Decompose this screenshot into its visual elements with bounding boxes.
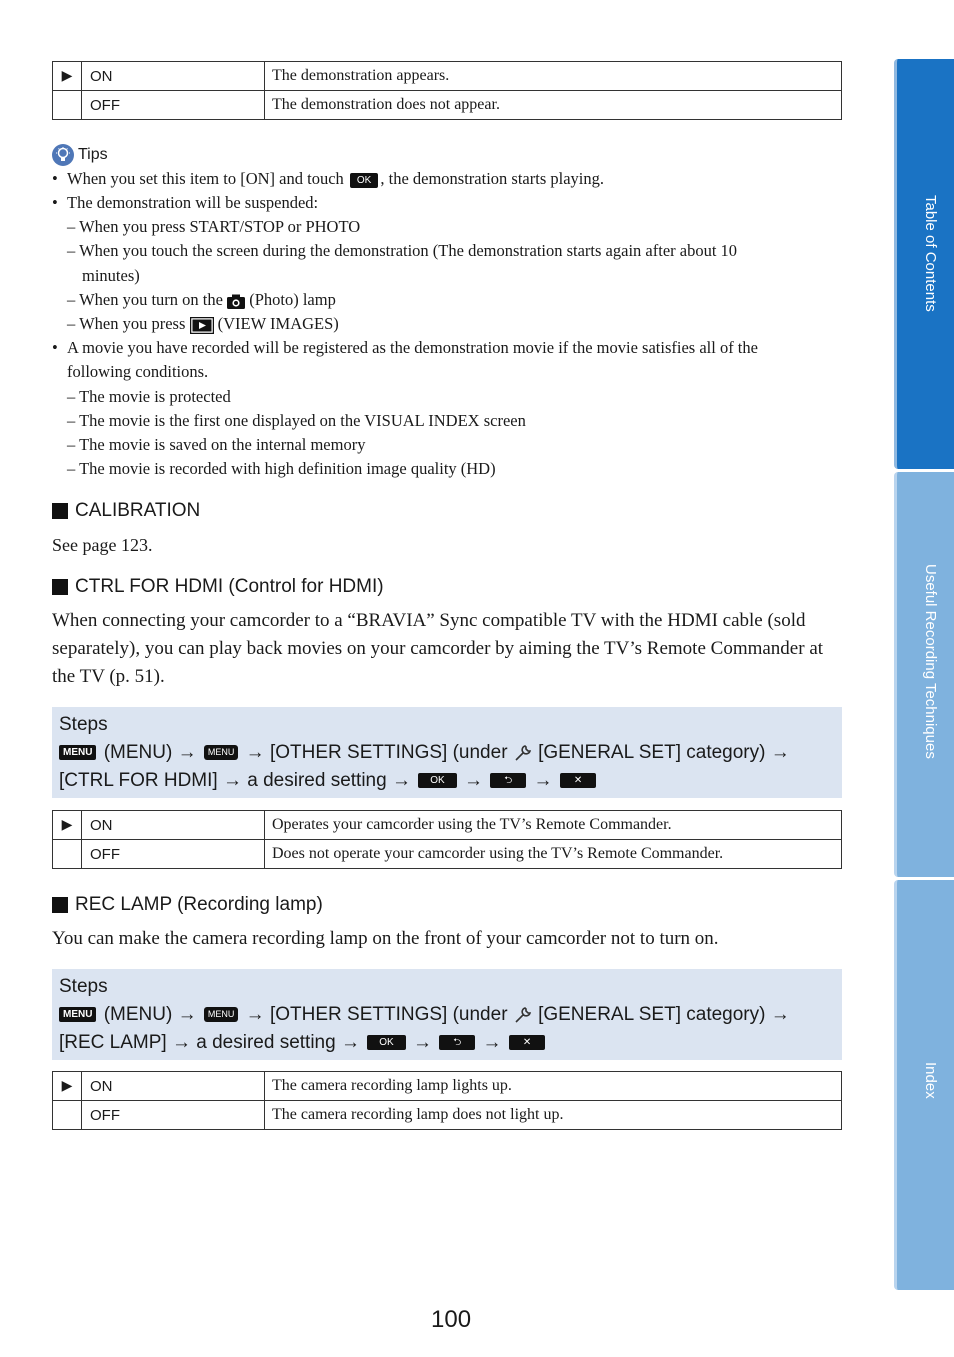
option-name: ON <box>82 1072 265 1101</box>
hdmi-options-table <box>52 810 842 869</box>
tip-text: (VIEW IMAGES) <box>217 314 339 333</box>
tip-sub-item-photo <box>67 288 336 312</box>
tip-sub-item: – When you touch the screen during the demonstration (The demonstration starts again after about 10 <box>67 241 738 260</box>
table-row <box>53 811 842 840</box>
selected-marker: ▶ <box>53 811 82 840</box>
tip-sub-item: – The movie is recorded with high definition image quality (HD) <box>67 459 496 478</box>
step-text: (MENU) <box>103 742 173 763</box>
section-heading-calibration <box>52 500 200 522</box>
tip-text: – When you press <box>67 314 186 333</box>
step-text: (MENU) <box>103 1004 173 1025</box>
option-desc: Operates your camcorder using the TV’s Remote Commander. <box>265 811 842 840</box>
tip-text: (Photo) lamp <box>249 290 336 309</box>
square-bullet-icon <box>52 503 68 519</box>
steps-label: Steps <box>59 976 108 997</box>
demo-options-table <box>52 61 842 120</box>
steps-line-1: MENU (MENU) → MENU → [OTHER SETTINGS] (under [GENERAL SET] category) → <box>59 1001 835 1029</box>
ok-button-icon: OK <box>367 1035 405 1050</box>
selected-marker: ▶ <box>53 62 82 91</box>
tip-sub-item: – When you press START/STOP or PHOTO <box>67 217 361 236</box>
hdmi-steps-box <box>52 707 842 798</box>
table-row <box>53 840 842 869</box>
tip-bullet-3: • A movie you have recorded will be registered as the demonstration movie if the movie satisfies all of the <box>52 338 758 357</box>
table-row <box>53 91 842 120</box>
tip-text: When you set this item to [ON] and touch <box>67 169 344 188</box>
view-images-icon <box>190 317 214 334</box>
option-name: OFF <box>82 1101 265 1130</box>
steps-label: Steps <box>59 714 108 735</box>
return-button-icon: ⮌ <box>490 773 526 788</box>
tip-sub-item: – The movie is saved on the internal memory <box>67 435 366 454</box>
option-desc: Does not operate your camcorder using the TV’s Remote Commander. <box>265 840 842 869</box>
selected-marker: ▶ <box>53 1072 82 1101</box>
page-number: 100 <box>431 1306 472 1333</box>
tip-bullet-1: • When you set this item to [ON] and touch OK , the demonstration starts playing. <box>52 169 604 188</box>
menu-list-icon: MENU <box>204 745 239 760</box>
hdmi-paragraph: When connecting your camcorder to a “BRAVIA” Sync compatible TV with the HDMI cable (sold separately), you can play back movies on your camcorder by aiming the TV’s Remote Commander at the TV (p. 51). <box>52 610 824 687</box>
table-row <box>53 1072 842 1101</box>
tip-sub-item-cont: minutes) <box>82 266 140 285</box>
option-desc: The demonstration does not appear. <box>265 91 842 120</box>
sidebar-tab-toc[interactable] <box>894 59 954 469</box>
tip-text: The demonstration will be suspended: <box>67 193 319 212</box>
heading-text: CTRL FOR HDMI (Control for HDMI) <box>75 576 384 597</box>
sidebar-tab-index[interactable] <box>894 880 954 1290</box>
sidebar-label: Useful Recording Techniques <box>922 564 939 759</box>
tip-text: – When you turn on the <box>67 290 223 309</box>
steps-line-2: [REC LAMP] → a desired setting → OK → ⮌ → ✕ <box>59 1029 835 1057</box>
square-bullet-icon <box>52 897 68 913</box>
option-name: ON <box>82 62 265 91</box>
steps-line-1: MENU (MENU) → MENU → [OTHER SETTINGS] (under [GENERAL SET] category) → <box>59 739 835 767</box>
tip-text-cont: following conditions. <box>67 362 209 381</box>
tip-text: , the demonstration starts playing. <box>380 169 604 188</box>
sidebar-label: Table of Contents <box>922 195 939 312</box>
table-row <box>53 62 842 91</box>
sidebar-label: Index <box>922 1062 939 1099</box>
marker-cell <box>53 91 82 120</box>
ok-button-icon: OK <box>418 773 456 788</box>
return-button-icon: ⮌ <box>439 1035 475 1050</box>
tips-header <box>52 144 108 166</box>
heading-text: REC LAMP (Recording lamp) <box>75 894 323 915</box>
option-desc: The camera recording lamp lights up. <box>265 1072 842 1101</box>
tips-label: Tips <box>78 146 108 163</box>
step-text: [GENERAL SET] category) <box>538 742 766 763</box>
close-button-icon: ✕ <box>560 773 596 788</box>
reclamp-steps-box <box>52 969 842 1060</box>
tip-sub-item: – The movie is protected <box>67 387 231 406</box>
tip-bullet-2: • The demonstration will be suspended: <box>52 193 319 212</box>
step-text: [OTHER SETTINGS] (under <box>269 1004 508 1025</box>
option-name: OFF <box>82 840 265 869</box>
step-text: [REC LAMP] <box>59 1032 167 1053</box>
tip-sub-item-view <box>67 312 339 336</box>
marker-cell <box>53 840 82 869</box>
step-text: a desired setting <box>196 1032 336 1053</box>
sidebar-tab-useful[interactable] <box>894 472 954 877</box>
option-name: ON <box>82 811 265 840</box>
tip-sub-item: – The movie is the first one displayed on the VISUAL INDEX screen <box>67 411 526 430</box>
camera-icon <box>227 294 245 309</box>
reclamp-options-table <box>52 1071 842 1130</box>
square-bullet-icon <box>52 579 68 595</box>
wrench-icon <box>513 1005 533 1025</box>
menu-button-icon: MENU <box>59 1007 96 1022</box>
menu-list-icon: MENU <box>204 1007 239 1022</box>
option-name: OFF <box>82 91 265 120</box>
menu-button-icon: MENU <box>59 745 96 760</box>
step-text: [CTRL FOR HDMI] <box>59 770 218 791</box>
option-desc: The demonstration appears. <box>265 62 842 91</box>
calibration-text: See page 123. <box>52 535 153 555</box>
step-text: a desired setting <box>247 770 387 791</box>
lightbulb-icon <box>52 144 74 166</box>
option-desc: The camera recording lamp does not light up. <box>265 1101 842 1130</box>
section-heading-hdmi <box>52 576 384 598</box>
marker-cell <box>53 1101 82 1130</box>
step-text: [GENERAL SET] category) <box>538 1004 766 1025</box>
wrench-icon <box>513 743 533 763</box>
heading-text: CALIBRATION <box>75 500 201 521</box>
tip-text: A movie you have recorded will be registered as the demonstration movie if the movie satisfies all of the <box>67 338 758 357</box>
step-text: [OTHER SETTINGS] (under <box>269 742 508 763</box>
close-button-icon: ✕ <box>509 1035 545 1050</box>
ok-button-icon: OK <box>350 173 378 188</box>
section-heading-reclamp <box>52 894 323 916</box>
steps-line-2: [CTRL FOR HDMI] → a desired setting → OK → ⮌ → ✕ <box>59 767 835 795</box>
table-row <box>53 1101 842 1130</box>
reclamp-paragraph: You can make the camera recording lamp on the front of your camcorder not to turn on. <box>52 928 719 949</box>
